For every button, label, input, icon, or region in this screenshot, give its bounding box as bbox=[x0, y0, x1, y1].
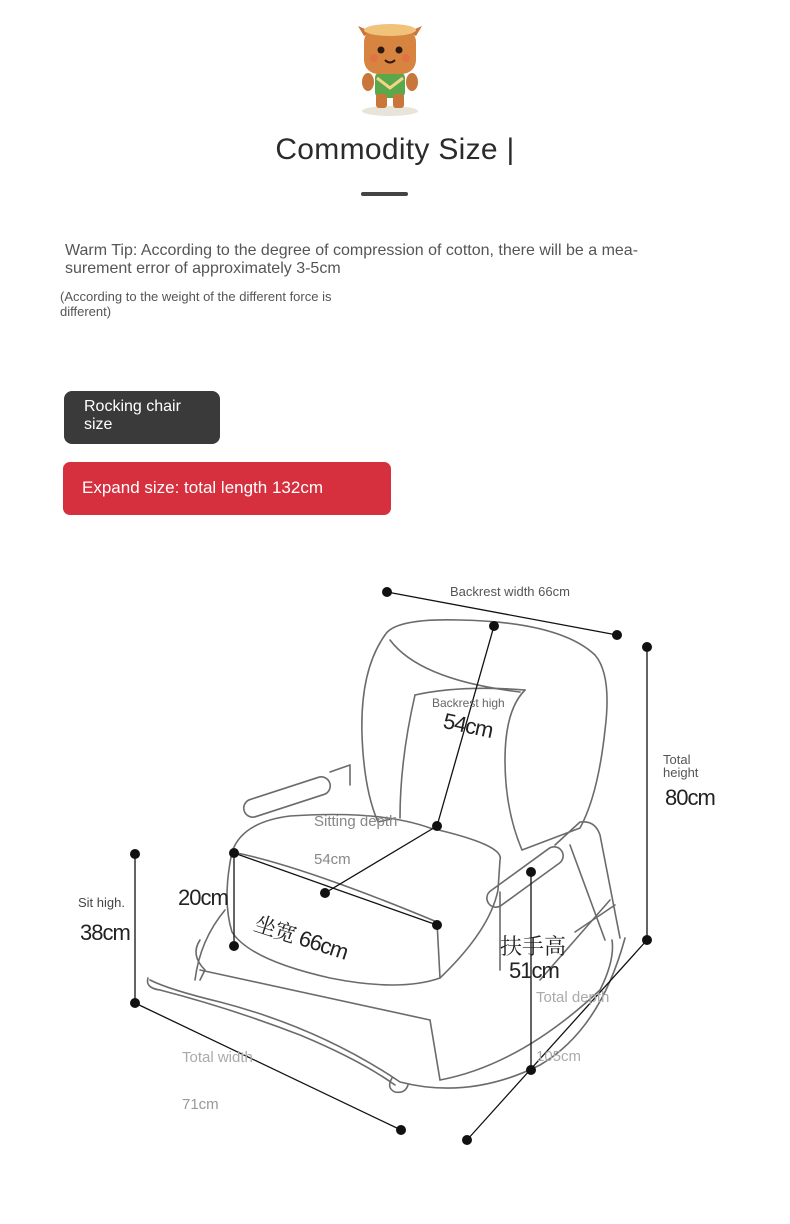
dimension-dot bbox=[320, 888, 330, 898]
dimension-dot bbox=[526, 867, 536, 877]
page-title: Commodity Size | bbox=[275, 133, 515, 166]
chair-dimension-diagram bbox=[0, 560, 790, 1180]
total-width-label: Total width bbox=[182, 1049, 253, 1066]
sit-high-value: 38cm bbox=[80, 920, 130, 945]
dimension-dot bbox=[382, 587, 392, 597]
dimension-dot bbox=[612, 630, 622, 640]
total-height-label: Total height bbox=[663, 752, 699, 780]
sit-high-label: Sit high. bbox=[78, 895, 125, 910]
rocking-chair-drawing bbox=[0, 560, 790, 1180]
dimension-dot bbox=[642, 642, 652, 652]
armrest-height-value: 51cm bbox=[509, 958, 559, 983]
dimension-dot bbox=[432, 821, 442, 831]
rocking-chair-size-badge: Rocking chair size bbox=[64, 391, 220, 444]
dimension-dot bbox=[130, 849, 140, 859]
dimension-dot bbox=[396, 1125, 406, 1135]
dimension-dot bbox=[229, 941, 239, 951]
total-depth-label: Total depth bbox=[536, 989, 610, 1006]
backrest-high-label: Backrest high bbox=[432, 696, 505, 710]
warm-tip-note: (According to the weight of the different force is different) bbox=[60, 289, 332, 319]
tree-stump-mascot bbox=[350, 18, 430, 118]
seat-width-value: 坐宽 66cm bbox=[251, 910, 351, 965]
backrest-width-label: Backrest width 66cm bbox=[450, 584, 570, 599]
sitting-depth-value: 54cm bbox=[314, 851, 351, 868]
dimension-dot bbox=[432, 920, 442, 930]
total-height-value: 80cm bbox=[665, 785, 715, 810]
expand-size-badge: Expand size: total length 132cm bbox=[63, 462, 391, 515]
cushion-thickness-value: 20cm bbox=[178, 885, 228, 910]
dimension-dot bbox=[462, 1135, 472, 1145]
backrest-high-value: 54cm bbox=[441, 708, 495, 743]
armrest-height-label: 扶手高 bbox=[500, 934, 567, 959]
sitting-depth-label: Sitting depth bbox=[314, 813, 398, 830]
total-depth-value: 105cm bbox=[536, 1048, 582, 1065]
dimension-dot bbox=[642, 935, 652, 945]
total-width-value: 71cm bbox=[182, 1096, 219, 1113]
dimension-dot bbox=[526, 1065, 536, 1075]
dimension-dot bbox=[229, 848, 239, 858]
title-underline bbox=[361, 192, 408, 196]
warm-tip-text: Warm Tip: According to the degree of compression of cotton, there will be a mea-surement error of approximately 3-5cm bbox=[65, 242, 639, 277]
dimension-dot bbox=[489, 621, 499, 631]
dimension-dot bbox=[130, 998, 140, 1008]
